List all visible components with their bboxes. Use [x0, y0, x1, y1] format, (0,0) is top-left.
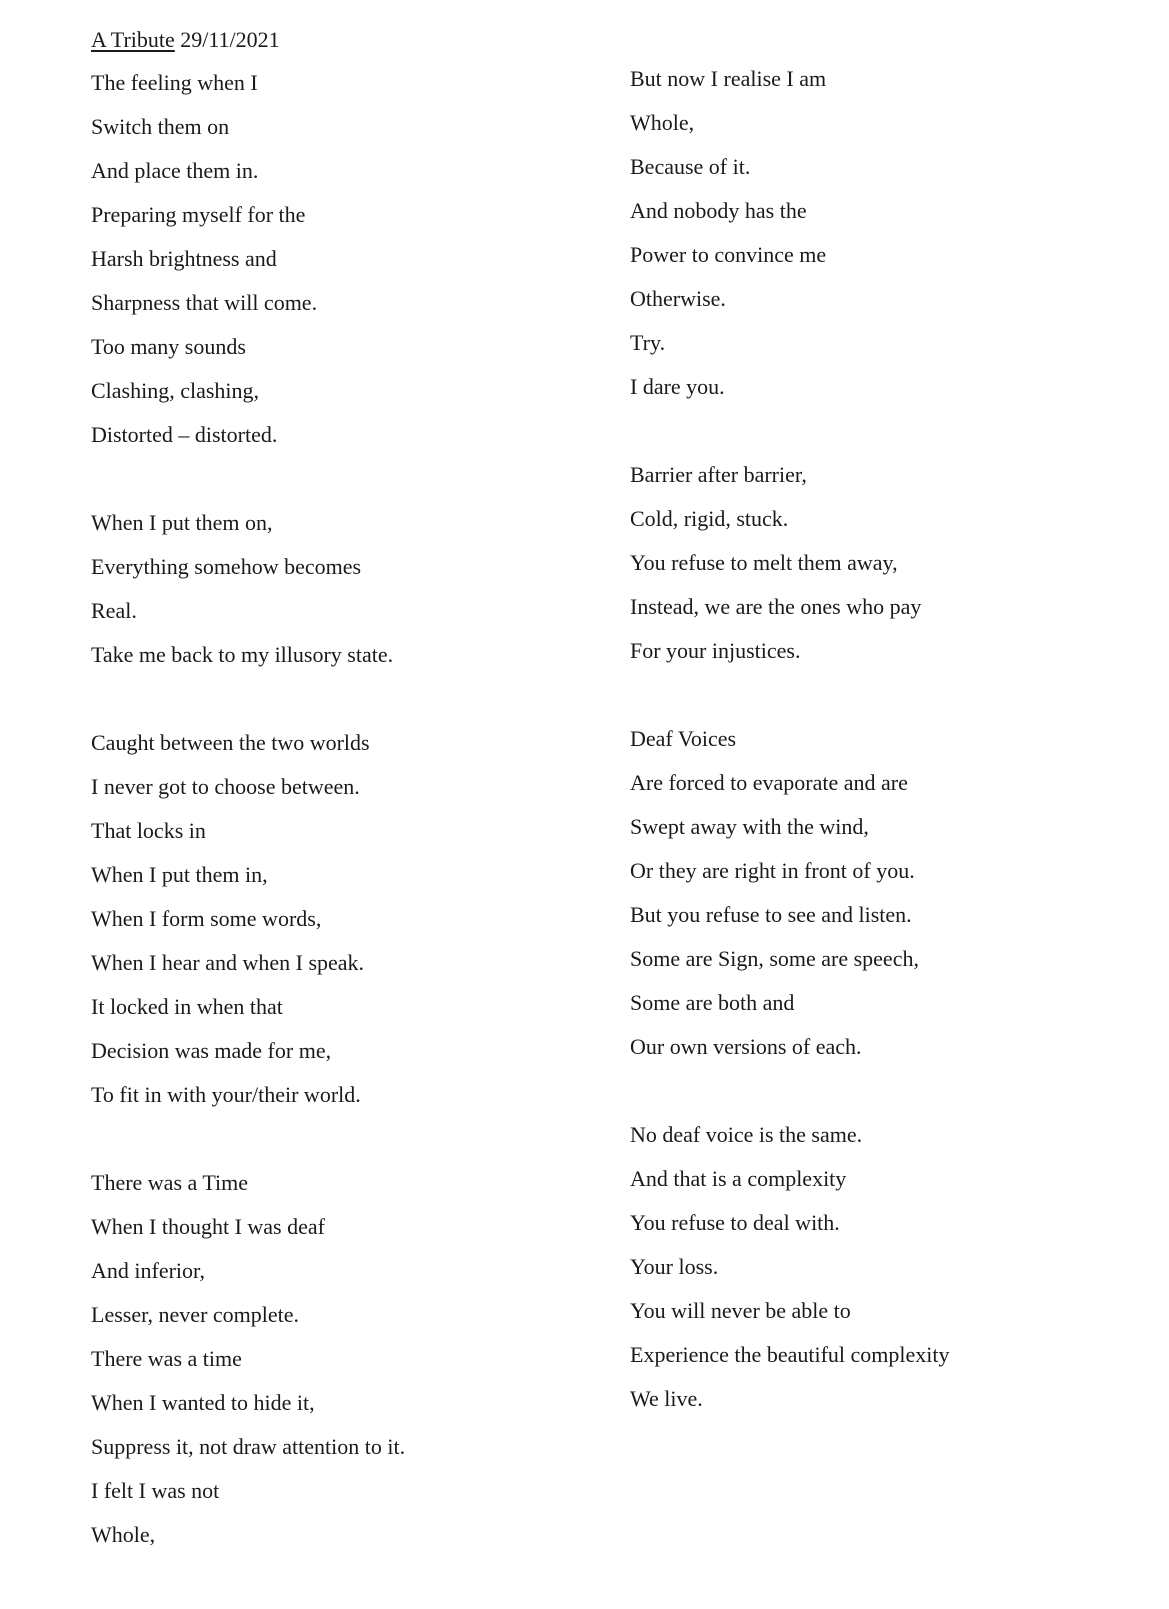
stanza — [630, 722, 1150, 1074]
stanza — [91, 506, 591, 682]
poem-line: To fit in with your/their world. — [91, 1082, 361, 1107]
poem-line: And that is a complexity — [630, 1166, 847, 1191]
poem-line: When I hear and when I speak. — [91, 950, 365, 975]
poem-line: Decision was made for me, — [91, 1038, 332, 1063]
poem-line: And place them in. — [91, 158, 259, 183]
stanza — [91, 726, 591, 1122]
stanza — [91, 66, 591, 462]
poem-line: The feeling when I — [91, 70, 258, 95]
poem-line: Experience the beautiful complexity — [630, 1342, 950, 1367]
poem-line: Whole, — [91, 1522, 156, 1547]
poem-line: But you refuse to see and listen. — [630, 902, 912, 927]
poem-line: Instead, we are the ones who pay — [630, 594, 922, 619]
poem-line: I dare you. — [630, 374, 725, 399]
poem-line: When I put them on, — [91, 510, 273, 535]
stanza — [630, 458, 1150, 678]
poem-line: When I form some words, — [91, 906, 322, 931]
poem-line: Otherwise. — [630, 286, 726, 311]
poem-line: Some are both and — [630, 990, 795, 1015]
poem-line: I never got to choose between. — [91, 774, 360, 799]
poem-line: When I thought I was deaf — [91, 1214, 325, 1239]
poem-line: Take me back to my illusory state. — [91, 642, 394, 667]
poem-line: Barrier after barrier, — [630, 462, 807, 487]
poem-line: Deaf Voices — [630, 726, 737, 751]
poem-line: I felt I was not — [91, 1478, 220, 1503]
poem-line: That locks in — [91, 818, 206, 843]
poem-column-right — [630, 62, 1150, 1426]
poem-line: No deaf voice is the same. — [630, 1122, 863, 1147]
poem-line: Harsh brightness and — [91, 246, 277, 271]
stanza — [91, 1166, 591, 1562]
stanza — [630, 62, 1150, 414]
poem-line: And inferior, — [91, 1258, 205, 1283]
poem-line: Clashing, clashing, — [91, 378, 260, 403]
poem-line: You will never be able to — [630, 1298, 851, 1323]
poem-line: It locked in when that — [91, 994, 283, 1019]
poem-line: Or they are right in front of you. — [630, 858, 915, 883]
poem-line: There was a Time — [91, 1170, 249, 1195]
poem-line: Some are Sign, some are speech, — [630, 946, 919, 971]
poem-line: Switch them on — [91, 114, 230, 139]
poem-line: Lesser, never complete. — [91, 1302, 300, 1327]
poem-line: You refuse to deal with. — [630, 1210, 840, 1235]
poem-line: There was a time — [91, 1346, 242, 1371]
stanza — [630, 1118, 1150, 1426]
poem-line: Real. — [91, 598, 137, 623]
poem-line: Your loss. — [630, 1254, 719, 1279]
poem-line: When I wanted to hide it, — [91, 1390, 315, 1415]
poem-line: And nobody has the — [630, 198, 807, 223]
poem-line: Cold, rigid, stuck. — [630, 506, 789, 531]
poem-line: Everything somehow becomes — [91, 554, 362, 579]
poem-title: A Tribute — [91, 27, 175, 52]
poem-line: Caught between the two worlds — [91, 730, 370, 755]
poem-line: Too many sounds — [91, 334, 246, 359]
poem-line: Distorted – distorted. — [91, 422, 278, 447]
poem-column-left — [91, 66, 591, 1562]
poem-line: But now I realise I am — [630, 66, 827, 91]
poem-line: Swept away with the wind, — [630, 814, 869, 839]
poem-line: Preparing myself for the — [91, 202, 306, 227]
poem-line: Are forced to evaporate and are — [630, 770, 908, 795]
poem-line: For your injustices. — [630, 638, 801, 663]
poem-line: Sharpness that will come. — [91, 290, 318, 315]
poem-line: Because of it. — [630, 154, 751, 179]
poem-line: Power to convince me — [630, 242, 827, 267]
poem-line: Whole, — [630, 110, 695, 135]
poem-heading — [91, 24, 280, 56]
poem-line: Suppress it, not draw attention to it. — [91, 1434, 406, 1459]
poem-date: 29/11/2021 — [180, 27, 280, 52]
poem-line: You refuse to melt them away, — [630, 550, 898, 575]
poem-line: Try. — [630, 330, 666, 355]
poem-line: Our own versions of each. — [630, 1034, 862, 1059]
poem-line: We live. — [630, 1386, 703, 1411]
poem-line: When I put them in, — [91, 862, 268, 887]
